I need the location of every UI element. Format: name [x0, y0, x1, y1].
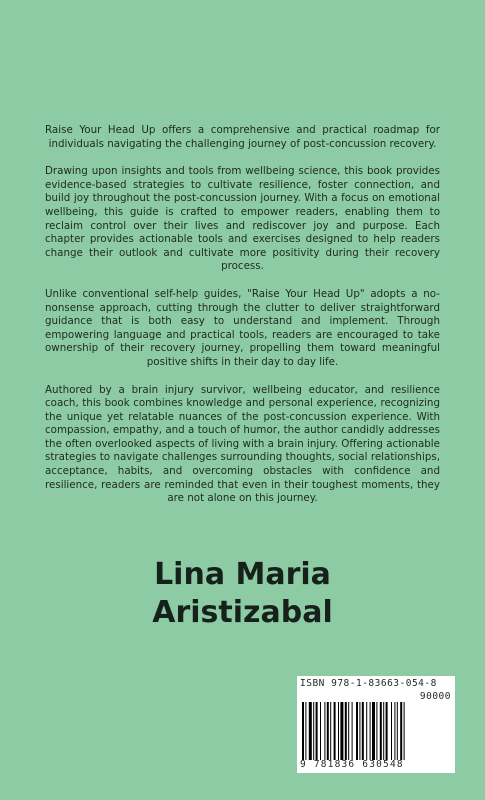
- isbn-barcode: [297, 676, 455, 773]
- isbn-label: ISBN 978-1-83663-054-8: [300, 678, 437, 689]
- blurb-paragraph-2: Drawing upon insights and tools from wellbeing science, this book provides evidence-based strategies to cultivate resilience, foster connection, and build joy throughout the post-concussion journey. With a focus on emotional wellbeing, this guide is crafted to empower readers, enabling them to reclaim control over their lives and rediscover joy and purpose. Each chapter provides actionable tools and exercises designed to help readers change their outlook and cultivate more positivity during their recovery process.: [45, 165, 440, 273]
- barcode-digits: 9 781836 630548: [300, 759, 404, 770]
- blurb-paragraph-4: Authored by a brain injury survivor, wellbeing educator, and resilience coach, this book combines knowledge and personal experience, recognizing the unique yet relatable nuances of the post-concussion experience. With compassion, empathy, and a touch of humor, the author candidly addresses the often overlooked aspects of living with a brain injury. Offering actionable strategies to navigate challenges surrounding thoughts, social relationships, acceptance, habits, and overcoming obstacles with confidence and resilience, readers are reminded that even in their toughest moments, they are not alone on this journey.: [45, 383, 440, 505]
- author-last-name: Aristizabal: [152, 595, 333, 630]
- back-cover-blurb: [45, 124, 440, 520]
- blurb-paragraph-3: Unlike conventional self-help guides, "Raise Your Head Up" adopts a no-nonsense approach, cutting through the clutter to deliver straightforward guidance that is both easy to understand and implement. Through empowering language and practical tools, readers are encouraged to take ownership of their recovery journey, propelling them toward meaningful positive shifts in their day to day life.: [45, 287, 440, 368]
- price-code: 90000: [419, 691, 451, 702]
- blurb-paragraph-1: Raise Your Head Up offers a comprehensive and practical roadmap for individuals navigating the challenging journey of post-concussion recovery.: [45, 124, 440, 150]
- author-first-name: Lina Maria: [154, 557, 331, 592]
- author-name: [0, 556, 485, 632]
- barcode-bars: [300, 702, 452, 760]
